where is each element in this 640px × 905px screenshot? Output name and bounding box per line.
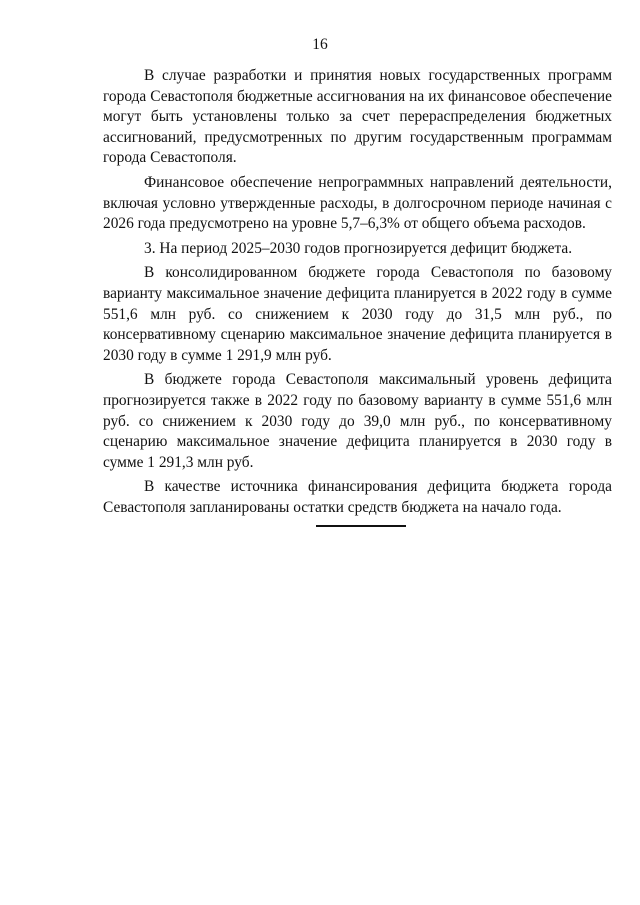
paragraph-new-programs: В случае разработки и принятия новых государственных программ города Севастополя бюджетные ассигнования на их финансовое обеспечение могут быть установлены только за счет перераспределения бюджетных ассигнований, предусмотренных по другим государственным программам города Севастополя. [103, 67, 612, 167]
paragraph-deficit-source: В качестве источника финансирования дефицита бюджета города Севастополя запланированы остатки средств бюджета на начало года. [103, 478, 612, 516]
paragraph-deficit-forecast: 3. На период 2025–2030 годов прогнозируется дефицит бюджета. [144, 239, 573, 257]
end-divider [316, 525, 406, 527]
paragraph-non-program-financing: Финансовое обеспечение непрограммных направлений деятельности, включая условно утвержденные расходы, в долгосрочном периоде начиная с 2026 года предусмотрено на уровне 5,7–6,3% от общего объема расходов. [103, 173, 612, 233]
page-number: 16 [312, 36, 328, 53]
document-body [103, 66, 612, 522]
paragraph-consolidated-budget: В консолидированном бюджете города Севастополя по базовому варианту максимальное значение дефицита планируется в 2022 году в сумме 551,6 млн руб. со снижением к 2030 году до 31,5 млн руб., по консервативному сценарию максимальное значение дефицита планируется в 2030 году в сумме 1 291,9 млн руб. [103, 264, 612, 364]
paragraph-city-budget: В бюджете города Севастополя максимальный уровень дефицита прогнозируется также в 2022 году по базовому варианту в сумме 551,6 млн руб. со снижением к 2030 году до 39,0 млн руб., по консервативному сценарию максимальное значение дефицита планируется в 2030 году в сумме 1 291,3 млн руб. [103, 371, 612, 471]
